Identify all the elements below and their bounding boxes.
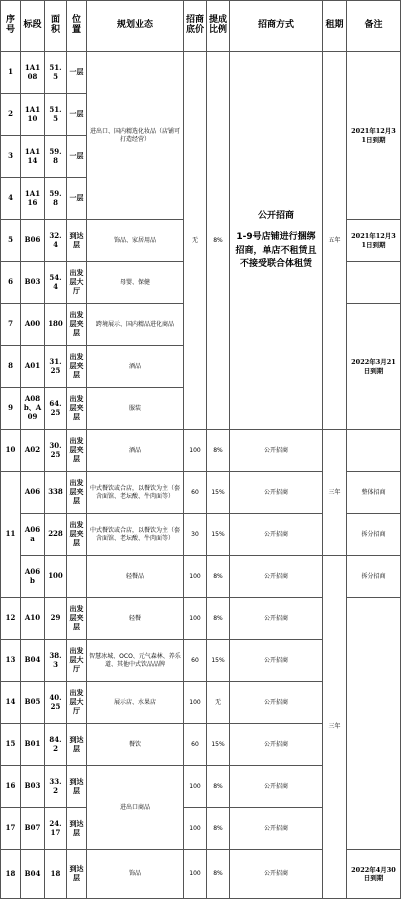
seq-cell: 11 — [0, 471, 21, 598]
position-cell: 出发层大厅 — [66, 681, 87, 724]
area-cell: 84.2 — [44, 723, 67, 766]
seq-cell: 15 — [0, 723, 21, 766]
position-cell: 出发层夹层 — [66, 597, 87, 640]
header-method: 招商方式 — [229, 0, 323, 52]
remark-cell — [346, 429, 401, 472]
position-cell: 一层 — [66, 135, 87, 178]
price-cell: 60 — [183, 471, 207, 514]
business-cell: 饰品、家居用品 — [86, 219, 184, 262]
header-lot: 标段 — [20, 0, 45, 52]
area-cell: 31.25 — [44, 345, 67, 388]
price-cell: 100 — [183, 807, 207, 850]
header-increase: 提成比例 — [206, 0, 230, 52]
business-cell: 服装 — [86, 387, 184, 430]
header-seq: 序号 — [0, 0, 21, 52]
header-business: 规划业态 — [86, 0, 184, 52]
area-cell: 51.5 — [44, 51, 67, 94]
position-cell: 到达层 — [66, 219, 87, 262]
seq-cell: 9 — [0, 387, 21, 430]
method-cell: 公开招商 — [229, 429, 323, 472]
area-cell: 24.17 — [44, 807, 67, 850]
position-cell: 到达层 — [66, 723, 87, 766]
business-cell: 饰品 — [86, 849, 184, 899]
ratio-cell: 8% — [206, 597, 230, 640]
ratio-cell: 8% — [206, 807, 230, 850]
lot-cell: B03 — [20, 765, 45, 808]
ratio-cell: 8% — [206, 51, 230, 430]
business-cell: 进出口、国内精选化妆品（店铺可打造经营） — [86, 51, 184, 220]
method-cell: 公开招商 — [229, 765, 323, 808]
remark-cell — [346, 261, 401, 304]
position-cell: 到达层 — [66, 807, 87, 850]
area-cell: 51.5 — [44, 93, 67, 136]
lot-cell: A08b、A09 — [20, 387, 45, 430]
method-cell: 公开招商 — [229, 555, 323, 598]
method-cell: 公开招商 — [229, 471, 323, 514]
method-group-cell — [229, 51, 323, 430]
price-cell: 100 — [183, 555, 207, 598]
remark-cell: 2022年3月21日到期 — [346, 303, 401, 430]
remark-cell: 2021年12月31日到期 — [346, 51, 401, 220]
price-cell: 100 — [183, 849, 207, 899]
ratio-cell: 8% — [206, 849, 230, 899]
header-area: 面积 — [44, 0, 67, 52]
position-cell: 一层 — [66, 51, 87, 94]
area-cell: 29 — [44, 597, 67, 640]
seq-cell: 4 — [0, 177, 21, 220]
area-cell: 33.2 — [44, 765, 67, 808]
ratio-cell: 15% — [206, 513, 230, 556]
area-cell: 38.3 — [44, 639, 67, 682]
term-cell: 三年 — [322, 555, 347, 899]
position-cell: 出发层大厅 — [66, 639, 87, 682]
method-cell: 公开招商 — [229, 513, 323, 556]
ratio-cell: 8% — [206, 555, 230, 598]
ratio-cell: 8% — [206, 765, 230, 808]
position-cell: 出发层夹层 — [66, 345, 87, 388]
business-cell: 轻餐品 — [86, 555, 184, 598]
position-cell: 到达层 — [66, 849, 87, 899]
business-cell: 中式餐饮或合店，以餐饮为主（套含面馆、老坛酸、牛肉面等） — [86, 513, 184, 556]
method-cell: 公开招商 — [229, 681, 323, 724]
lot-cell: B07 — [20, 807, 45, 850]
method-bundle-note: 1-9号店铺进行捆绑招商，单店不租赁且不接受联合体租赁 — [235, 232, 317, 269]
business-cell: 中式餐饮或合店，以餐饮为主（套含面馆、老坛酸、牛肉面等） — [86, 471, 184, 514]
position-cell: 出发层夹层 — [66, 387, 87, 430]
position-cell: 出发层夹层 — [66, 471, 87, 514]
seq-cell: 6 — [0, 261, 21, 304]
term-cell: 三年 — [322, 429, 347, 556]
seq-cell: 12 — [0, 597, 21, 640]
method-public-label: 公开招商 — [257, 211, 294, 222]
lot-cell: A00 — [20, 303, 45, 346]
price-cell: 100 — [183, 681, 207, 724]
area-cell: 100 — [44, 555, 67, 598]
seq-cell: 2 — [0, 93, 21, 136]
remark-cell: 拆分招商 — [346, 555, 401, 598]
lot-cell: 1A114 — [20, 135, 45, 178]
position-cell: 出发层大厅 — [66, 261, 87, 304]
lot-cell: B04 — [20, 639, 45, 682]
lot-cell: B05 — [20, 681, 45, 724]
ratio-cell: 15% — [206, 723, 230, 766]
seq-cell: 1 — [0, 51, 21, 94]
area-cell: 338 — [44, 471, 67, 514]
business-cell: 酒品 — [86, 429, 184, 472]
price-cell: 30 — [183, 513, 207, 556]
method-cell: 公开招商 — [229, 639, 323, 682]
remark-cell: 2022年4月30日到期 — [346, 849, 401, 899]
area-cell: 30.25 — [44, 429, 67, 472]
lot-cell: 1A110 — [20, 93, 45, 136]
price-cell: 100 — [183, 765, 207, 808]
ratio-cell: 15% — [206, 639, 230, 682]
lot-cell: B03 — [20, 261, 45, 304]
price-cell: 100 — [183, 429, 207, 472]
header-term: 租期 — [322, 0, 347, 52]
position-cell — [66, 555, 87, 598]
business-cell: 展示店、水果店 — [86, 681, 184, 724]
lot-cell: A06b — [20, 555, 45, 598]
business-cell: 进出口商品 — [86, 765, 184, 850]
ratio-cell: 无 — [206, 681, 230, 724]
header-position: 位置 — [66, 0, 87, 52]
remark-cell — [346, 597, 401, 850]
business-cell: 酒品 — [86, 345, 184, 388]
ratio-cell: 8% — [206, 429, 230, 472]
business-cell: 餐饮 — [86, 723, 184, 766]
price-cell: 无 — [183, 51, 207, 430]
lot-cell: 1A116 — [20, 177, 45, 220]
lot-cell: A02 — [20, 429, 45, 472]
area-cell: 40.25 — [44, 681, 67, 724]
business-cell: 轻餐 — [86, 597, 184, 640]
area-cell: 180 — [44, 303, 67, 346]
seq-cell: 7 — [0, 303, 21, 346]
area-cell: 59.8 — [44, 177, 67, 220]
ratio-cell: 15% — [206, 471, 230, 514]
position-cell: 一层 — [66, 93, 87, 136]
position-cell: 出发层夹层 — [66, 429, 87, 472]
area-cell: 59.8 — [44, 135, 67, 178]
seq-cell: 3 — [0, 135, 21, 178]
business-cell: 跨境展示、国内精品进化商品 — [86, 303, 184, 346]
seq-cell: 10 — [0, 429, 21, 472]
remark-cell: 2021年12月31日到期 — [346, 219, 401, 262]
term-cell: 五年 — [322, 51, 347, 430]
seq-cell: 8 — [0, 345, 21, 388]
price-cell: 60 — [183, 723, 207, 766]
header-base-price: 招商底价 — [183, 0, 207, 52]
lot-cell: B01 — [20, 723, 45, 766]
lot-cell: A01 — [20, 345, 45, 388]
seq-cell: 13 — [0, 639, 21, 682]
business-cell: 母婴、保健 — [86, 261, 184, 304]
lot-cell: A10 — [20, 597, 45, 640]
remark-cell: 整体招商 — [346, 471, 401, 514]
area-cell: 228 — [44, 513, 67, 556]
lot-cell: B06 — [20, 219, 45, 262]
method-cell: 公开招商 — [229, 807, 323, 850]
method-cell: 公开招商 — [229, 723, 323, 766]
remark-cell: 拆分招商 — [346, 513, 401, 556]
position-cell: 出发层夹层 — [66, 513, 87, 556]
area-cell: 64.25 — [44, 387, 67, 430]
position-cell: 一层 — [66, 177, 87, 220]
lot-cell: A06 — [20, 471, 45, 514]
position-cell: 出发层夹层 — [66, 303, 87, 346]
seq-cell: 16 — [0, 765, 21, 808]
position-cell: 到达层 — [66, 765, 87, 808]
seq-cell: 18 — [0, 849, 21, 899]
seq-cell: 5 — [0, 219, 21, 262]
method-cell: 公开招商 — [229, 849, 323, 899]
area-cell: 54.4 — [44, 261, 67, 304]
lot-cell: 1A108 — [20, 51, 45, 94]
seq-cell: 14 — [0, 681, 21, 724]
price-cell: 60 — [183, 639, 207, 682]
price-cell: 100 — [183, 597, 207, 640]
area-cell: 18 — [44, 849, 67, 899]
area-cell: 32.4 — [44, 219, 67, 262]
method-cell: 公开招商 — [229, 597, 323, 640]
lot-cell: A06a — [20, 513, 45, 556]
seq-cell: 17 — [0, 807, 21, 850]
lot-cell: B04 — [20, 849, 45, 899]
business-cell: 智慧冰城、OCO、元气森林、养乐道、其他中式饮品品牌 — [86, 639, 184, 682]
header-remark: 备注 — [346, 0, 401, 52]
